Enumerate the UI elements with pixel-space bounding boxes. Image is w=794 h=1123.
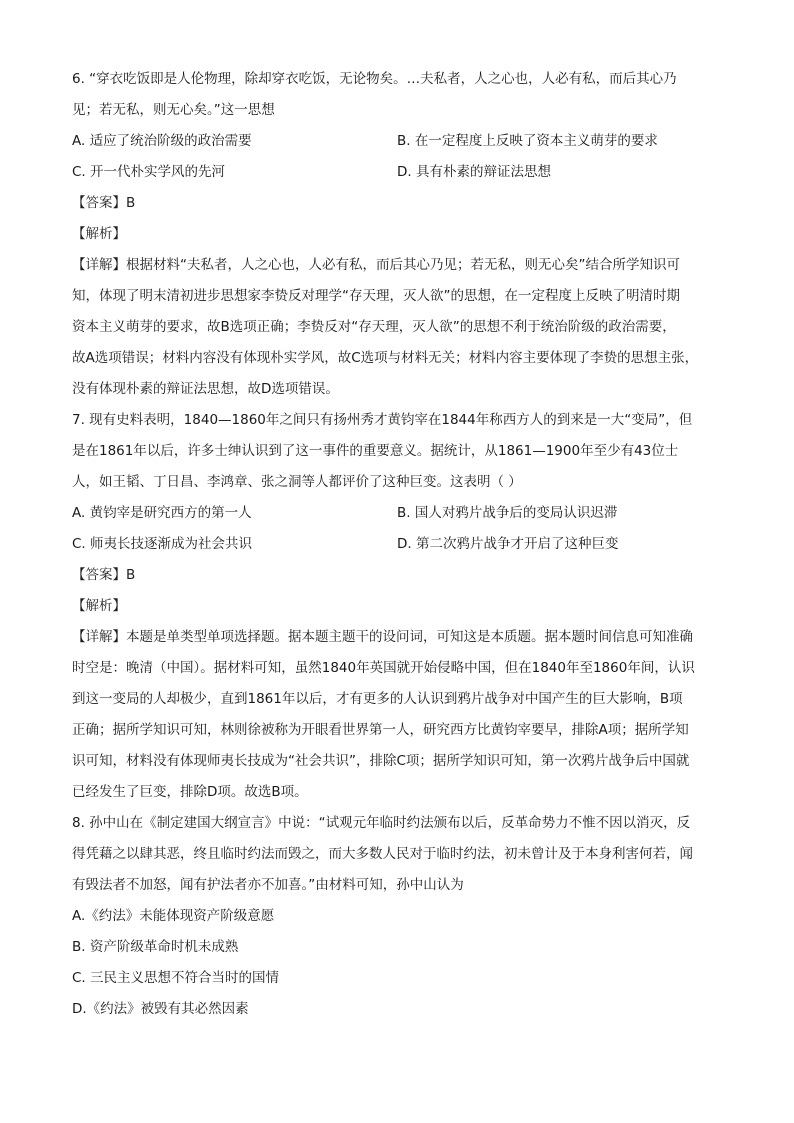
option-a[interactable]: A. 适应了统治阶级的政治需要 [72, 133, 252, 149]
detail-line: 【详解】根据材料“夫私者，人之心也，人必有私，而后其心乃见；若无私，则无心矣”结合所学知识可 [72, 257, 680, 273]
detail-line: 识可知，材料没有体现师夷长技成为“社会共识”，排除C项；据所学知识可知，第一次鸦片战争后中国就 [72, 753, 690, 769]
question-stem-line: 人，如王韬、丁日昌、李鸿章、张之洞等人都评价了这种巨变。这表明（ ） [72, 474, 522, 490]
analysis-label: 【解析】 [72, 226, 126, 242]
detail-line: 资本主义萌芽的要求，故B选项正确；李贽反对“存天理，灭人欲”的思想不利于统治阶级的政治需要， [72, 319, 676, 335]
detail-line: 正确；据所学知识可知，林则徐被称为开眼看世界第一人，研究西方比黄钧宰要早，排除A项；据所学知 [72, 722, 689, 738]
question-6 [72, 64, 732, 405]
answer-label: 【答案】B [72, 567, 136, 583]
option-d[interactable]: D.《约法》被毁有其必然因素 [72, 1001, 249, 1017]
page-content [72, 64, 732, 1025]
detail-line: 故A选项错误；材料内容没有体现朴实学风，故C选项与材料无关；材料内容主要体现了李贽的思想主张， [72, 350, 699, 366]
question-stem-line: 得凭藉之以肆其恶，终且临时约法而毁之，而大多数人民对于临时约法，初未曾计及于本身利害何若，闻 [72, 846, 693, 862]
detail-line: 【详解】本题是单类型单项选择题。据本题主题干的设问词，可知这是本质题。据本题时间信息可知准确 [72, 629, 693, 645]
option-c[interactable]: C. 师夷长技逐渐成为社会共识 [72, 536, 253, 552]
detail-line: 到这一变局的人却极少，直到1861年以后，才有更多的人认识到鸦片战争对中国产生的巨大影响，B项 [72, 691, 683, 707]
option-b[interactable]: B. 在一定程度上反映了资本主义萌芽的要求 [397, 133, 658, 149]
options-row [72, 157, 732, 188]
options-row [72, 126, 732, 157]
question-stem-line: 6. “穿衣吃饭即是人伦物理，除却穿衣吃饭，无论物矣。…夫私者，人之心也，人必有私，而后其心乃 [72, 71, 677, 87]
detail-line: 没有体现朴素的辩证法思想，故D选项错误。 [72, 381, 339, 397]
question-7 [72, 405, 732, 808]
question-stem-line: 是在1861年以后，许多士绅认识到了这一事件的重要意义。据统计，从1861—1900年至少有43位士 [72, 443, 679, 459]
options-row [72, 529, 732, 560]
option-d[interactable]: D. 第二次鸦片战争才开启了这种巨变 [397, 536, 619, 552]
answer-label: 【答案】B [72, 195, 136, 211]
option-a[interactable]: A.《约法》未能体现资产阶级意愿 [72, 908, 275, 924]
option-b[interactable]: B. 国人对鸦片战争后的变局认识迟滞 [397, 505, 618, 521]
options-row [72, 498, 732, 529]
option-c[interactable]: C. 开一代朴实学风的先河 [72, 164, 226, 180]
question-stem-line: 7. 现有史料表明，1840—1860年之间只有扬州秀才黄钧宰在1844年称西方人的到来是一大“变局”，但 [72, 412, 693, 428]
detail-line: 时空是：晚清（中国）。据材料可知，虽然1840年英国就开始侵略中国，但在1840年至1860年间，认识 [72, 660, 695, 676]
option-b[interactable]: B. 资产阶级革命时机未成熟 [72, 939, 239, 955]
option-c[interactable]: C. 三民主义思想不符合当时的国情 [72, 970, 280, 986]
detail-line: 知，体现了明末清初进步思想家李贽反对理学“存天理，灭人欲”的思想，在一定程度上反映了明清时期 [72, 288, 680, 304]
question-8 [72, 808, 732, 1025]
option-a[interactable]: A. 黄钧宰是研究西方的第一人 [72, 505, 252, 521]
analysis-label: 【解析】 [72, 598, 126, 614]
detail-line: 已经发生了巨变，排除D项。故选B项。 [72, 784, 308, 800]
option-d[interactable]: D. 具有朴素的辩证法思想 [397, 164, 551, 180]
question-stem-line: 有毁法者不加怒，闻有护法者亦不加喜。”由材料可知，孙中山认为 [72, 877, 464, 893]
question-stem-line: 8. 孙中山在《制定建国大纲宣言》中说：“试观元年临时约法颁布以后，反革命势力不惟不因以消灭，反 [72, 815, 691, 831]
question-stem-line: 见；若无私，则无心矣。”这一思想 [72, 102, 275, 118]
